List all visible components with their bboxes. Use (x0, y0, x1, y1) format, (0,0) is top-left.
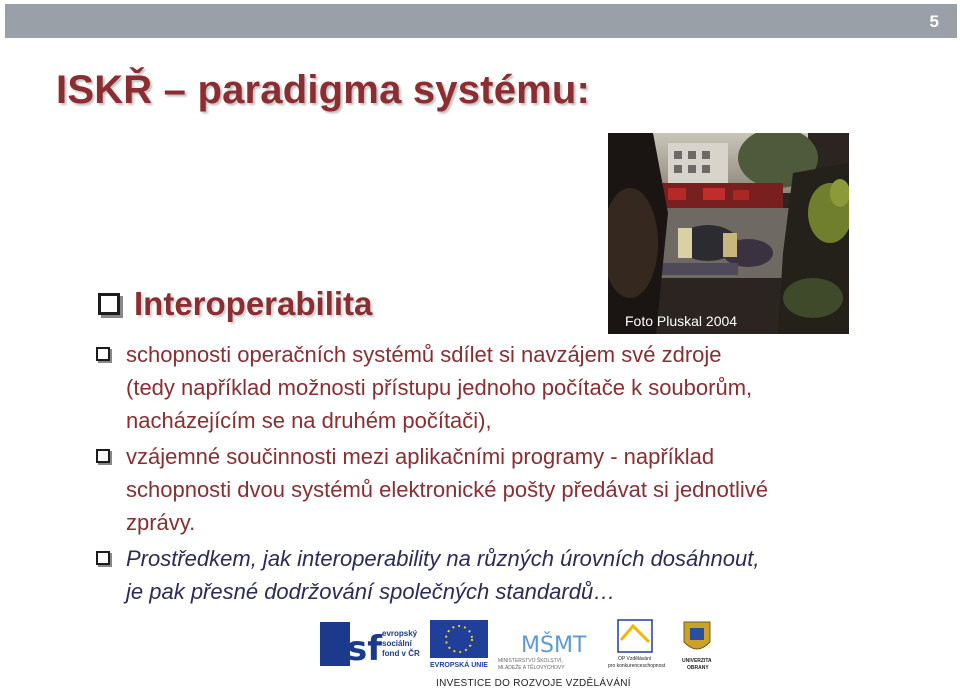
bullet-line: zprávy. (126, 510, 196, 535)
footer-text: INVESTICE DO ROZVOJE VZDĚLÁVÁNÍ (436, 678, 631, 689)
bullet-line: je pak přesné dodržování společných standardů… (126, 579, 616, 604)
bullet-line: Prostředkem, jak interoperability na různých úrovních dosáhnout, (126, 546, 760, 571)
esf-logo (320, 622, 420, 669)
op-logo-text: OP Vzdělávání (618, 656, 652, 662)
slide-title: ISKŘ – paradigma systému: (56, 68, 591, 112)
esf-logo-mark: esf (324, 629, 383, 669)
esf-logo-text: fond v ČR (382, 649, 420, 658)
esf-logo-text: evropský (382, 629, 418, 638)
photo-caption: Foto Pluskal 2004 (625, 313, 738, 329)
page-number: 5 (929, 12, 939, 31)
msmt-logo-text: MINISTERSTVO ŠKOLSTVÍ, (498, 658, 563, 664)
eu-flag-logo (430, 620, 488, 669)
bullet-item (96, 338, 916, 437)
logo-strip (318, 612, 718, 672)
top-bar (5, 4, 957, 38)
section-heading (98, 285, 372, 323)
bullet-item (96, 542, 916, 608)
university-crest-logo (682, 622, 712, 671)
section-heading-text: Interoperabilita (134, 285, 373, 322)
eu-logo-text: EVROPSKÁ UNIE (430, 662, 488, 669)
university-logo-text: OBRANY (687, 665, 709, 671)
msmt-logo (498, 632, 587, 671)
checkbox-bullet-icon (98, 293, 120, 315)
checkbox-bullet-icon (96, 551, 110, 565)
bullet-line: nacházejícím se na druhém počítači), (126, 408, 492, 433)
bullet-line: vzájemné součinnosti mezi aplikačními programy - například (126, 444, 715, 469)
photo-image (608, 133, 849, 334)
partner-logos (318, 612, 718, 672)
bullet-line: schopnosti dvou systémů elektronické pošty předávat si jednotlivé (126, 477, 769, 502)
bullet-line: schopnosti operačních systémů sdílet si navzájem své zdroje (126, 342, 722, 367)
msmt-logo-mark: MŠMT (521, 633, 587, 658)
esf-logo-text: sociální (382, 639, 412, 648)
op-logo-text: pro konkurenceschopnost (608, 663, 666, 669)
bullet-item (96, 440, 916, 539)
checkbox-bullet-icon (96, 449, 110, 463)
checkbox-bullet-icon (96, 347, 110, 361)
msmt-logo-text: MLÁDEŽE A TĚLOVÝCHOVY (498, 665, 565, 671)
university-logo-text: UNIVERZITA (682, 658, 712, 664)
photo-rescue-scene (608, 133, 849, 334)
op-vk-logo (608, 620, 666, 669)
bullet-line: (tedy například možnosti přístupu jednoho počítače k souborům, (126, 375, 753, 400)
